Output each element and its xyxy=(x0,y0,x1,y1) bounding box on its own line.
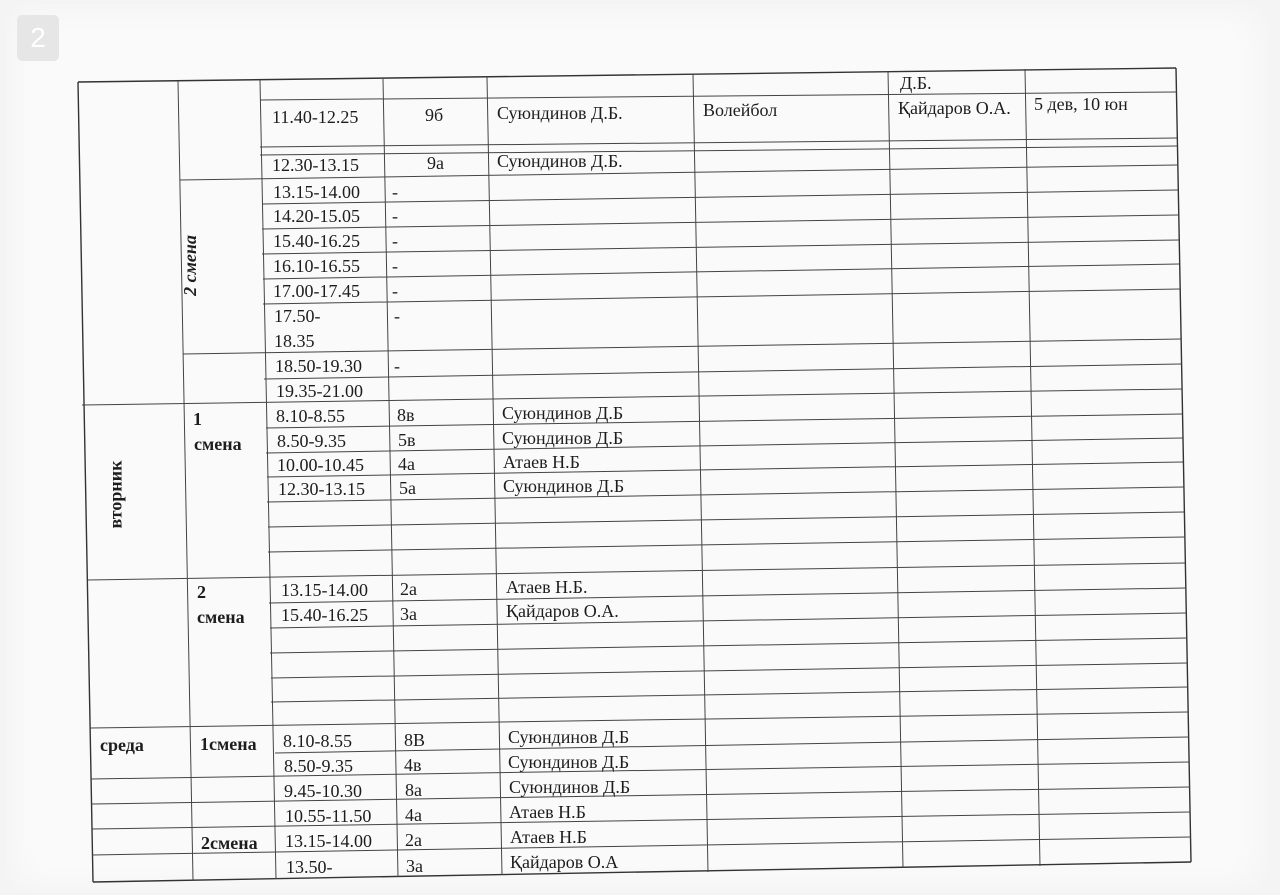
time-cell: 15.40-16.25 xyxy=(281,605,368,625)
time-cell: 8.50-9.35 xyxy=(277,431,346,451)
time-cell: 15.40-16.25 xyxy=(273,231,360,251)
class-cell: - xyxy=(392,182,398,202)
teacher-cell: Суюндинов Д.Б. xyxy=(497,151,623,171)
class-cell: - xyxy=(392,256,398,276)
time-cell: 18.35 xyxy=(274,331,315,351)
teacher-cell: Суюндинов Д.Б xyxy=(509,777,631,797)
time-cell: 9.45-10.30 xyxy=(284,781,362,801)
class-cell: - xyxy=(392,231,398,251)
teacher-cell: Атаев Н.Б. xyxy=(506,577,588,597)
time-cell: 10.55-11.50 xyxy=(285,806,372,826)
teacher-cell: Суюндинов Д.Б. xyxy=(497,103,623,123)
class-cell: 9б xyxy=(425,105,444,125)
class-cell: 2а xyxy=(400,579,417,599)
time-cell: 14.20-15.05 xyxy=(273,206,360,226)
time-cell: 13.15-14.00 xyxy=(273,182,360,202)
time-cell: 18.50-19.30 xyxy=(275,356,362,376)
page-number-badge: 2 xyxy=(17,15,59,61)
shift-label: смена xyxy=(194,434,242,454)
class-cell: 4в xyxy=(404,755,422,775)
day-label-tuesday: вторник xyxy=(105,460,126,529)
teacher-cell: Қайдаров О.А. xyxy=(506,601,619,621)
class-cell: 2а xyxy=(405,830,422,850)
teacher-cell: Қайдаров О.А xyxy=(510,852,619,872)
shift-label: 1 xyxy=(193,409,202,429)
teacher-cell: Суюндинов Д.Б xyxy=(502,403,624,423)
class-cell: - xyxy=(392,281,398,301)
class-cell: 8в xyxy=(397,405,415,425)
time-cell: 10.00-10.45 xyxy=(277,455,364,475)
time-cell: 11.40-12.25 xyxy=(272,107,359,127)
time-cell: 12.30-13.15 xyxy=(278,479,365,499)
time-cell: 8.50-9.35 xyxy=(284,756,353,776)
class-cell: 4а xyxy=(398,454,415,474)
time-cell: 16.10-16.55 xyxy=(273,256,360,276)
shift-label: 2смена xyxy=(201,833,258,853)
time-cell: 13.15-14.00 xyxy=(281,580,368,600)
teacher-cell: Суюндинов Д.Б xyxy=(503,476,625,496)
coach-cell: Қайдаров О.А. xyxy=(898,98,1011,118)
time-cell: 8.10-8.55 xyxy=(283,731,352,751)
time-cell: 19.35-21.00 xyxy=(276,381,363,401)
class-cell: 8В xyxy=(404,730,426,750)
shift-label: смена xyxy=(197,607,245,627)
teacher-cell: Суюндинов Д.Б xyxy=(508,727,630,747)
time-cell: 17.00-17.45 xyxy=(273,281,360,301)
shift-label-vertical: 2 смена xyxy=(179,235,200,296)
shift-label: 1смена xyxy=(200,734,257,754)
class-cell: 5а xyxy=(399,478,416,498)
time-cell: 13.15-14.00 xyxy=(285,831,372,851)
class-cell: 8а xyxy=(405,780,422,800)
class-cell: 5в xyxy=(398,430,416,450)
teacher-cell: Суюндинов Д.Б xyxy=(508,752,630,772)
sport-cell: Волейбол xyxy=(703,100,778,120)
shift-label: 2 xyxy=(197,582,206,602)
teacher-cell: Атаев Н.Б xyxy=(509,802,587,822)
class-cell: - xyxy=(394,306,400,326)
day-label-wednesday: среда xyxy=(100,735,144,755)
class-cell: 3а xyxy=(400,604,417,624)
participants-cell: 5 дев, 10 юн xyxy=(1034,94,1128,114)
teacher-cell: Атаев Н.Б xyxy=(510,827,588,847)
time-cell: 13.50- xyxy=(286,857,333,877)
coach-cell-top: Д.Б. xyxy=(900,73,932,93)
teacher-cell: Суюндинов Д.Б xyxy=(502,428,624,448)
class-cell: 9а xyxy=(427,153,444,173)
class-cell: 3а xyxy=(406,856,423,876)
time-cell: 12.30-13.15 xyxy=(272,155,359,175)
class-cell: - xyxy=(392,206,398,226)
class-cell: - xyxy=(394,356,400,376)
time-cell: 17.50- xyxy=(274,306,321,326)
teacher-cell: Атаев Н.Б xyxy=(503,452,581,472)
class-cell: 4а xyxy=(405,805,422,825)
time-cell: 8.10-8.55 xyxy=(276,406,345,426)
